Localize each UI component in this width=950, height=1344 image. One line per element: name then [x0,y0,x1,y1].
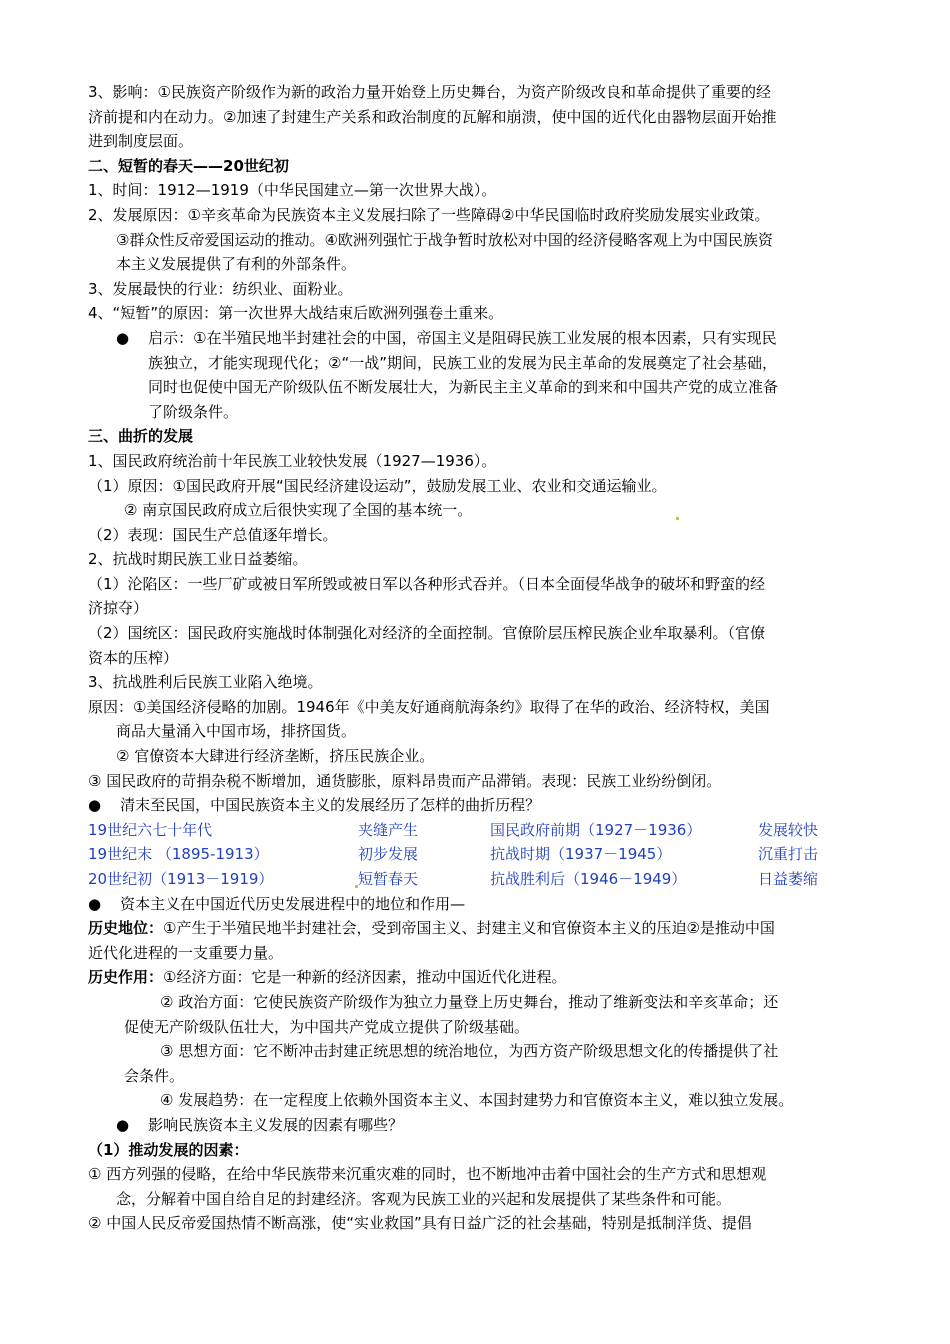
text-span: ①经济方面：它是一种新的经济因素，推动中国近代化进程。 [163,968,567,987]
table-cell: 短暂春天 [358,870,419,888]
table-cell: 初步发展 [358,845,419,864]
text-line: （1）原因：①国民政府开展“国民经济建设运动”，鼓励发展工业、农业和交通运输业。 [88,476,667,495]
text-line: 资本的压榨） [88,648,179,667]
bullet-icon: ● [116,328,130,347]
text-line: （1）沦陷区：一些厂矿或被日军所毁或被日军以各种形式吞并。（日本全面侵华战争的破坏和野蛮的经 [88,574,766,593]
text-line: 会条件。 [124,1066,185,1085]
bullet-icon: ● [88,796,102,815]
text-line: ② 政治方面：它使民族资产阶级作为独立力量登上历史舞台，推动了维新变法和辛亥革命；还 [160,992,779,1011]
text-line: ③ 国民政府的苛捐杂税不断增加，通货膨胀，原料昂贵而产品滞销。表现：民族工业纷纷倒闭。 [88,771,722,790]
text-line: 进到制度层面。 [88,132,194,151]
section-heading-2: 二、短暂的春天——20世纪初 [88,156,289,175]
text-line: 3、抗战胜利后民族工业陷入绝境。 [88,673,323,692]
table-cell: 19世纪六七十年代 [88,820,213,839]
bullet-line [88,892,868,917]
subheading: （1）推动发展的因素： [88,1140,249,1159]
text-span: ①产生于半殖民地半封建社会，受到帝国主义、封建主义和官僚资本主义的压迫②是推动中国 [163,919,775,938]
table-row [88,867,848,892]
speck-mark [676,517,679,520]
text-line: ② 中国人民反帝爱国热情不断高涨，使“实业救国”具有日益广泛的社会基础，特别是抵制洋货、提倡 [88,1214,752,1233]
text-line: ① 西方列强的侵略，在给中华民族带来沉重灾难的同时，也不断地冲击着中国社会的生产方式和思想观 [88,1165,767,1184]
timeline-table [88,818,848,892]
text-line: 4、“短暂”的原因：第一次世界大战结束后欧洲列强卷土重来。 [88,304,504,323]
label-history-position: 历史地位： [88,919,164,938]
label-history-role: 历史作用： [88,968,164,987]
text-line: 原因：①美国经济侵略的加剧。1946年《中美友好通商航海条约》取得了在华的政治、经济特权，美国 [88,697,770,716]
section-heading-3: 三、曲折的发展 [88,427,194,446]
text-line [88,916,868,941]
text-line: 济掠夺） [88,599,149,618]
document-body [88,80,868,1236]
table-cell: 抗战胜利后（1946－1949） [490,870,687,888]
text-line [88,965,868,990]
text-line: 族独立，才能实现现代化；②“一战”期间，民族工业的发展为民主革命的发展奠定了社会基础， [148,353,777,372]
text-line: ④ 发展趋势：在一定程度上依赖外国资本主义、本国封建势力和官僚资本主义，难以独立发展。 [160,1091,794,1110]
bullet-line [88,1113,868,1138]
text-line: 2、发展原因：①辛亥革命为民族资本主义发展扫除了一些障碍②中华民国临时政府奖励发展实业政策。 [88,205,770,224]
text-line: 2、抗战时期民族工业日益萎缩。 [88,550,308,569]
text-line: 近代化进程的一支重要力量。 [88,943,284,962]
text-line: ② 官僚资本大肆进行经济垄断，挤压民族企业。 [116,747,435,766]
table-cell: 沉重打击 [758,845,819,864]
text-line: （2）表现：国民生产总值逐年增长。 [88,525,338,544]
text-line: 济前提和内在动力。②加速了封建生产关系和政治制度的瓦解和崩溃，使中国的近代化由器物层面开始推 [88,107,777,126]
text-line: 本主义发展提供了有利的外部条件。 [116,255,357,274]
bullet-line [88,793,868,818]
text-span: 清末至民国，中国民族资本主义的发展经历了怎样的曲折历程？ [120,796,541,815]
text-line: 商品大量涌入中国市场，排挤国货。 [116,722,357,741]
table-cell: 19世纪末 （1895-1913） [88,845,269,864]
text-span: 资本主义在中国近代历史发展进程中的地位和作用— [120,894,466,913]
text-span: 影响民族资本主义发展的因素有哪些？ [148,1115,404,1134]
table-cell: 夹缝产生 [358,820,419,839]
table-cell: 抗战时期（1937－1945） [490,845,672,864]
table-cell: 发展较快 [758,820,819,839]
text-line: 3、影响：①民族资产阶级作为新的政治力量开始登上历史舞台，为资产阶级改良和革命提供了重要的经 [88,83,771,101]
text-line: 1、国民政府统治前十年民族工业较快发展（1927—1936）。 [88,451,497,470]
text-span: 启示：①在半殖民地半封建社会的中国，帝国主义是阻碍民族工业发展的根本因素，只有实现民 [148,328,777,347]
text-line: （2）国统区：国民政府实施战时体制强化对经济的全面控制。官僚阶层压榨民族企业牟取暴利。（官僚 [88,624,766,643]
text-line: 同时也促使中国无产阶级队伍不断发展壮大，为新民主主义革命的到来和中国共产党的成立准备 [148,378,779,397]
text-line: 促使无产阶级队伍壮大，为中国共产党成立提供了阶级基础。 [124,1017,530,1036]
text-line: ③ 思想方面：它不断冲击封建正统思想的统治地位，为西方资产阶级思想文化的传播提供了社 [160,1042,779,1061]
table-cell: 20世纪初（1913－1919） [88,870,274,888]
bullet-icon: ● [116,1115,130,1134]
text-line: 3、发展最快的行业：纺织业、面粉业。 [88,279,353,298]
text-line: ② 南京国民政府成立后很快实现了全国的基本统一。 [124,501,473,520]
bullet-icon: ● [88,894,102,913]
table-cell: 日益萎缩 [758,870,819,888]
table-cell: 国民政府前期（1927－1936） [490,820,702,839]
text-line: 了阶级条件。 [148,402,239,421]
bullet-line [88,326,868,351]
text-line: 念，分解着中国自给自足的封建经济。客观为民族工业的兴起和发展提供了某些条件和可能。 [116,1189,732,1208]
table-row [88,842,848,867]
table-row [88,818,848,843]
text-line: 1、时间：1912—1919（中华民国建立—第一次世界大战）。 [88,181,497,200]
speck-mark [355,885,358,888]
text-line: ③群众性反帝爱国运动的推动。④欧洲列强忙于战争暂时放松对中国的经济侵略客观上为中国民族资 [116,230,773,249]
